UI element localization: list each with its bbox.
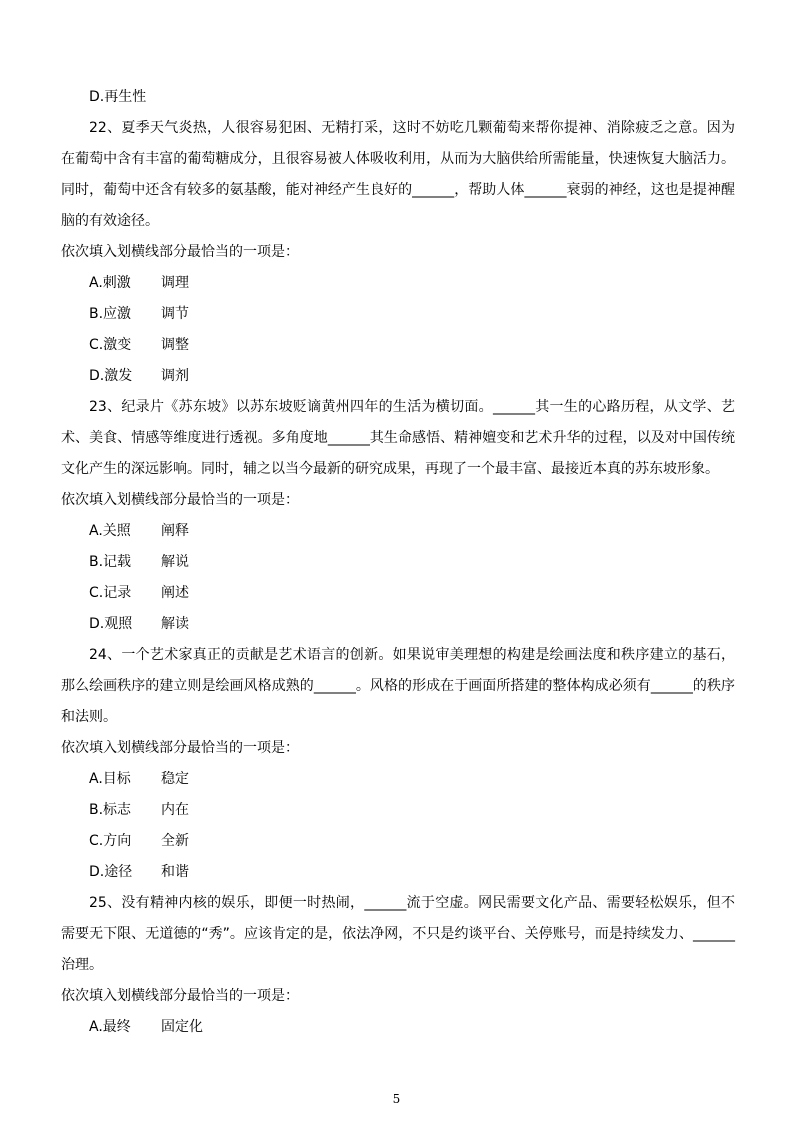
option-word-2: 解读 [161, 616, 189, 632]
option-b [61, 795, 735, 826]
option-word-1: D.途径 [89, 864, 133, 880]
question-prompt: 依次填入划横线部分最恰当的一项是： [61, 740, 299, 756]
option-word-2: 全新 [161, 833, 189, 849]
option-word-2: 固定化 [161, 1019, 203, 1035]
option-word-2: 调剂 [161, 368, 189, 384]
option-a [61, 268, 735, 299]
option-word-2: 调理 [161, 275, 189, 291]
option-d [61, 361, 735, 392]
question-text: 22、夏季天气炎热，人很容易犯困、无精打采，这时不妨吃几颗葡萄来帮你提神、消除疲乏之意。因为在葡萄中含有丰富的葡萄糖成分，且很容易被人体吸收利用，从而为大脑供给所需能量，快速恢复大脑活力。同时，葡萄中还含有较多的氨基酸，能对神经产生良好的______，帮助人体______衰弱的神经，这也是提神醒脑的有效途径。 [61, 120, 735, 229]
option-word-1: A.刺激 [89, 275, 131, 291]
question-text: 25、没有精神内核的娱乐，即便一时热闹，______流于空虚。网民需要文化产品、需要轻松娱乐，但不需要无下限、无道德的“秀”。应该肯定的是，依法净网，不只是约谈平台、关停账号，而是持续发力、______治理。 [61, 895, 735, 973]
page-content [61, 82, 735, 1043]
option-word-2: 内在 [161, 802, 189, 818]
question-24 [61, 640, 735, 888]
page-number: 5 [392, 1092, 401, 1106]
option-word-1: C.记录 [89, 585, 132, 601]
option-word-2: 稳定 [161, 771, 189, 787]
option-word-2: 和谐 [161, 864, 189, 880]
option-word-1: A.最终 [89, 1019, 131, 1035]
option-word-1: D.观照 [89, 616, 133, 632]
option-word-2: 解说 [161, 554, 189, 570]
question-23 [61, 392, 735, 640]
question-text: 24、一个艺术家真正的贡献是艺术语言的创新。如果说审美理想的构建是绘画法度和秩序建立的基石，那么绘画秩序的建立则是绘画风格成熟的______。风格的形成在于画面所搭建的整体构成必须有______的秩序和法则。 [61, 647, 735, 725]
option-word-1: D.激发 [89, 368, 133, 384]
option-b [61, 299, 735, 330]
question-25 [61, 888, 735, 1043]
option-word-2: 调整 [161, 337, 189, 353]
option-word-2: 阐释 [161, 523, 189, 539]
option-word-1: B.应激 [89, 306, 132, 322]
option-word-1: C.方向 [89, 833, 132, 849]
option-c [61, 330, 735, 361]
option-a [61, 764, 735, 795]
option-a [61, 516, 735, 547]
option-word-2: 调节 [161, 306, 189, 322]
option-word-1: B.标志 [89, 802, 132, 818]
option-d [61, 609, 735, 640]
option-d [61, 857, 735, 888]
question-text: 23、纪录片《苏东坡》以苏东坡贬谪黄州四年的生活为横切面。______其一生的心路历程，从文学、艺术、美食、情感等维度进行透视。多角度地______其生命感悟、精神嬗变和艺术升华的过程，以及对中国传统文化产生的深远影响。同时，辅之以当今最新的研究成果，再现了一个最丰富、最接近本真的苏东坡形象。 [61, 399, 735, 477]
option-b [61, 547, 735, 578]
option-word-1: A.目标 [89, 771, 131, 787]
option-label: D.再生性 [89, 89, 147, 105]
option-word-1: C.激变 [89, 337, 132, 353]
option-word-2: 阐述 [161, 585, 189, 601]
option-word-1: A.关照 [89, 523, 131, 539]
option-word-1: B.记载 [89, 554, 132, 570]
question-prompt: 依次填入划横线部分最恰当的一项是： [61, 244, 299, 260]
option-a [61, 1012, 735, 1043]
question-prompt: 依次填入划横线部分最恰当的一项是： [61, 988, 299, 1004]
question-prompt: 依次填入划横线部分最恰当的一项是： [61, 492, 299, 508]
option-c [61, 578, 735, 609]
option-c [61, 826, 735, 857]
prev-option-d [61, 82, 735, 113]
question-22 [61, 113, 735, 392]
